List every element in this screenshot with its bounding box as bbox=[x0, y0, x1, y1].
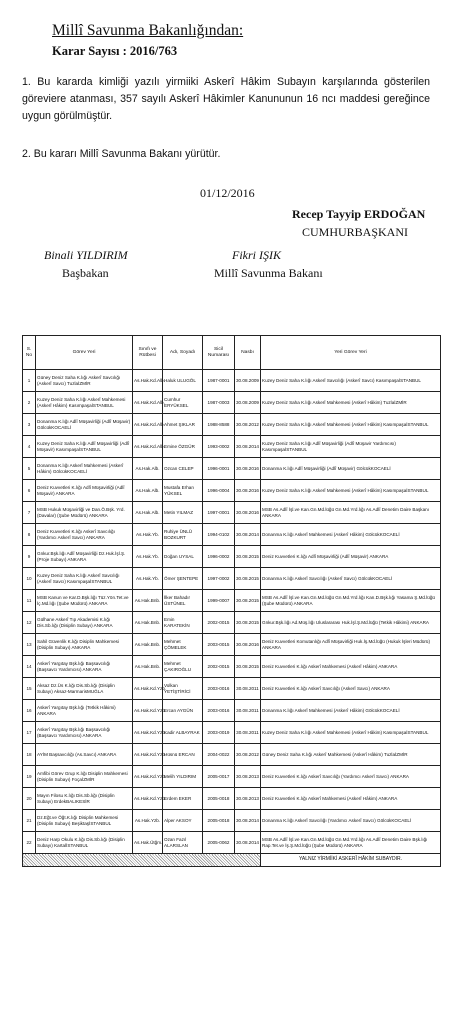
cell-rank: As.Hak.Yb. bbox=[133, 546, 163, 568]
cell-current-post: Askerî Yargıtay Bşk.lığı Başsavcılığı (Başsavcı Yardımcısı) ANKARA bbox=[36, 722, 133, 744]
cell-commission-date: 30.08.2011 bbox=[235, 722, 261, 744]
cell-current-post: Askerî Yargıtay Bşk.lığı (Tetkik Hâkimi) ANKARA bbox=[36, 700, 133, 722]
table-footer-row bbox=[23, 854, 441, 867]
cell-current-post: Dz.Eğt.ve Öğt.K.lığı Disiplin Mahkemesi (Disiplin Subayı) BeşiktaşİSTANBUL bbox=[36, 810, 133, 832]
cell-registry-number: 2003-0016 bbox=[203, 678, 235, 700]
cell-current-post: AYİM Başsavcılığı (As.Savcı) ANKARA bbox=[36, 744, 133, 766]
cell-row-number: 16 bbox=[23, 700, 36, 722]
cell-row-number: 6 bbox=[23, 480, 36, 502]
table-row bbox=[23, 414, 441, 436]
cell-new-post: MSB As.Adlî İşl.ve Kan.Gn.Md.lüğü Gn.Md.Yrd.lığı As.Adlî Denetim Daire Başkanı ANKARA bbox=[261, 502, 441, 524]
cell-new-post: Güney Deniz Saha K.lığı Askerî Mahkemesi (Askerî Hâkim) TuzlaİZMİR bbox=[261, 744, 441, 766]
appointments-table bbox=[22, 335, 441, 867]
cell-rank: As.Hak.Kd.Alb. bbox=[133, 370, 163, 392]
cell-full-name: Ercan AYGÜN bbox=[163, 700, 203, 722]
table-row bbox=[23, 788, 441, 810]
cell-full-name: Emin KARATEKİN bbox=[163, 612, 203, 634]
cell-current-post: Donanma K.lığı Adlî Müşavirliği (Adlî Müşavir) GölcükKOCAELİ bbox=[36, 414, 133, 436]
col-header-commission: Nasbı bbox=[235, 336, 261, 370]
cell-registry-number: 1996-0002 bbox=[203, 546, 235, 568]
cell-rank: As.Hak.Kd.Yzb. bbox=[133, 722, 163, 744]
cell-registry-number: 2004-0022 bbox=[203, 744, 235, 766]
col-header-new-post: Yeri Görev Yeri bbox=[261, 336, 441, 370]
cell-commission-date: 30.08.2009 bbox=[235, 370, 261, 392]
cell-full-name: Erdem EKER bbox=[163, 788, 203, 810]
table-row bbox=[23, 722, 441, 744]
cell-rank: As.Hak.Yb. bbox=[133, 524, 163, 546]
cell-row-number: 22 bbox=[23, 832, 36, 854]
cell-full-name: Emine ÖZGÜR bbox=[163, 436, 203, 458]
table-row bbox=[23, 590, 441, 612]
cell-commission-date: 30.08.2015 bbox=[235, 546, 261, 568]
cell-row-number: 1 bbox=[23, 370, 36, 392]
president-title: CUMHURBAŞKANI bbox=[302, 225, 409, 239]
cell-registry-number: 1987-0001 bbox=[203, 370, 235, 392]
cell-full-name: İlker Bahadır ÜSTÜNEL bbox=[163, 590, 203, 612]
cell-registry-number: 2005-0017 bbox=[203, 766, 235, 788]
cell-full-name: Ahmet ŞIKLAR bbox=[163, 414, 203, 436]
cell-full-name: Ozan Fazıl ALARSLAN bbox=[163, 832, 203, 854]
paragraph-1: 1. Bu kararda kimliği yazılı yirmiiki Askerî Hâkim Subayın karşılarında gösterilen göreviere atanması, 357 sayılı Askerî Hâkimler Kanununun 16 ncı maddesi gereğince uygun görülmüştür. bbox=[22, 76, 430, 122]
table-row bbox=[23, 480, 441, 502]
cell-new-post: Donanma K.lığı Askerî Mahkemesi (Askerî Hâkim) GölcükKOCAELİ bbox=[261, 524, 441, 546]
cell-row-number: 19 bbox=[23, 766, 36, 788]
struck-out-cells bbox=[23, 854, 261, 867]
cell-registry-number: 2005-0018 bbox=[203, 788, 235, 810]
cell-row-number: 21 bbox=[23, 810, 36, 832]
cell-current-post: Donanma K.lığı Askerî Mahkemesi (Askerî Hâkim) GölcükKOCAELİ bbox=[36, 458, 133, 480]
table-row bbox=[23, 678, 441, 700]
cell-registry-number: 1999-0007 bbox=[203, 590, 235, 612]
cell-new-post: MSB As.Adlî İşl.ve Kan.Gn.Md.lüğü Gn.Md.Yrd.lığı As.Adlî Denetim Daire Bşk.lığı Rap.Tet.ve İş.Ş.Md.lüğü (Şube Müdürü) ANKARA bbox=[261, 832, 441, 854]
cell-rank: As.Hak.Kd.Alb. bbox=[133, 436, 163, 458]
cell-registry-number: 2005-0062 bbox=[203, 832, 235, 854]
cell-current-post: Deniz Kuvvetleri K.lığı Adlî Müşavirliği (Adlî Müşavir) ANKARA bbox=[36, 480, 133, 502]
cell-new-post: Deniz Kuvvetleri K.lığı Askerî Savcılığı (Askerî Savcı) ANKARA bbox=[261, 678, 441, 700]
cell-rank: As.Hak.Bnb. bbox=[133, 634, 163, 656]
table-row bbox=[23, 744, 441, 766]
table-row bbox=[23, 458, 441, 480]
cell-row-number: 7 bbox=[23, 502, 36, 524]
cell-current-post: Amfibi Görev Grup K.lığı Disiplin Mahkemesi (Disiplin Subayı) FoçaİZMİR bbox=[36, 766, 133, 788]
cell-full-name: Metin YILMAZ bbox=[163, 502, 203, 524]
cell-current-post: MSB Hukuk Müşavirliği ve Dan.Ö.Bşk. Yrd. (Davalar) (Şube Müdürü) ANKARA bbox=[36, 502, 133, 524]
cell-full-name: Melih YILDIRIM bbox=[163, 766, 203, 788]
table-row bbox=[23, 436, 441, 458]
appointments-table-wrapper bbox=[22, 335, 440, 867]
cell-current-post: Sahil Güvenlik K.lığı Disiplin Mahkemesi (Disiplin Subayı) ANKARA bbox=[36, 634, 133, 656]
cell-registry-number: 2002-0015 bbox=[203, 612, 235, 634]
cell-full-name: Mehmet ÇAKIROĞLU bbox=[163, 656, 203, 678]
cell-new-post: Kuzey Deniz Saha K.lığı Askerî Mahkemesi (Askerî Hâkim) TuzlaİZMİR bbox=[261, 392, 441, 414]
col-header-registry: Sicil Numarası bbox=[203, 336, 235, 370]
cell-rank: As.Hak.Bnb. bbox=[133, 656, 163, 678]
cell-new-post: Donanma K.lığı Askerî Mahkemesi (Askerî Hâkim) GölcükKOCAELİ bbox=[261, 700, 441, 722]
cell-rank: As.Hak.Kd.Alb. bbox=[133, 392, 163, 414]
table-row bbox=[23, 634, 441, 656]
decision-number: Karar Sayısı : 2016/763 bbox=[52, 44, 178, 58]
cell-current-post: Kuzey Deniz Saha K.lığı Askerî Savcılığı (Askerî Savcı) KasımpaşaİSTANBUL bbox=[36, 568, 133, 590]
cell-new-post: Deniz Kuvvetleri K.lığı Askerî Mahkemesi (Askerî Hâkim) ANKARA bbox=[261, 788, 441, 810]
col-header-current-post: Görev Yeri bbox=[36, 336, 133, 370]
cell-registry-number: 1997-0001 bbox=[203, 502, 235, 524]
cell-full-name: Mehmet ÇÖMELEK bbox=[163, 634, 203, 656]
cell-row-number: 4 bbox=[23, 436, 36, 458]
cell-row-number: 8 bbox=[23, 524, 36, 546]
cell-new-post: MSB As.Adlî İşl.ve Kan.Gn.Md.lüğü Gn.Md.Yrd.lığı Kan.D.Bşk.lığı Yasama Ş.Md.lüğü (Şube Müdürü) ANKARA bbox=[261, 590, 441, 612]
cell-commission-date: 30.08.2012 bbox=[235, 744, 261, 766]
cell-new-post: Donanma K.lığı Askerî Savcılığı (Yardımcı Askerî Savcı) GölcükKOCAELİ bbox=[261, 810, 441, 832]
cell-rank: As.Hak.Kd.Yzb. bbox=[133, 678, 163, 700]
cell-full-name: Ozcan CELEP bbox=[163, 458, 203, 480]
cell-rank: As.Hak.Kd.Alb. bbox=[133, 414, 163, 436]
table-row bbox=[23, 810, 441, 832]
cell-new-post: Donanma K.lığı Askerî Savcılığı (Askerî Savcı) GölcükKOCAELİ bbox=[261, 568, 441, 590]
cell-full-name: Doğan UYSAL bbox=[163, 546, 203, 568]
cell-rank: As.Hak.Kd.Yzb. bbox=[133, 700, 163, 722]
cell-row-number: 12 bbox=[23, 612, 36, 634]
cell-registry-number: 1996-0004 bbox=[203, 480, 235, 502]
cell-rank: As.Hak.Bnb. bbox=[133, 590, 163, 612]
cell-row-number: 20 bbox=[23, 788, 36, 810]
cell-row-number: 3 bbox=[23, 414, 36, 436]
paragraph-2: 2. Bu kararı Millî Savunma Bakanı yürütür. bbox=[22, 148, 221, 160]
cell-registry-number: 1987-0003 bbox=[203, 392, 235, 414]
cell-full-name: Volkan YETİŞTİRİCİ bbox=[163, 678, 203, 700]
col-header-rank: Sınıfı ve Rütbesi bbox=[133, 336, 163, 370]
cell-row-number: 17 bbox=[23, 722, 36, 744]
cell-current-post: Güney Deniz Saha K.lığı Askerî Savcılığı (Askerî Savcı) TuzlaİZMİR bbox=[36, 370, 133, 392]
cell-rank: As.Hak.Kd.Yzb. bbox=[133, 788, 163, 810]
cell-full-name: Cumhur ERYÜKSEL bbox=[163, 392, 203, 414]
cell-new-post: Kuzey Deniz Saha K.lığı Adlî Müşavirliği (Adlî Müşavir Yardımcısı) KasımpaşaİSTANBUL bbox=[261, 436, 441, 458]
cell-rank: As.Hak.Kd.Yzb. bbox=[133, 744, 163, 766]
cell-rank: As.Hak.Ütğm. bbox=[133, 832, 163, 854]
cell-full-name: Alper AKSOY bbox=[163, 810, 203, 832]
cell-full-name: Mustafa Erhan YÜKSEL bbox=[163, 480, 203, 502]
cell-new-post: Gnkur.Bşk.lığı Ad.Müş.lığı Uluslararası Huk.İşl.Ş.Md.lüğü (Tetkik Hâkimi) ANKARA bbox=[261, 612, 441, 634]
cell-commission-date: 30.08.2016 bbox=[235, 502, 261, 524]
cell-new-post: Deniz Kuvvetleri K.lığı Askerî Mahkemesi (Askerî Hâkim) ANKARA bbox=[261, 656, 441, 678]
cell-rank: As.Hak.Bnb. bbox=[133, 612, 163, 634]
cell-registry-number: 1988-8588 bbox=[203, 414, 235, 436]
cell-rank: As.Hak.Kd.Yzb. bbox=[133, 766, 163, 788]
defence-minister-title: Millî Savunma Bakanı bbox=[214, 266, 323, 280]
cell-new-post: Kuzey Deniz Saha K.lığı Askerî Mahkemesi (Askerî Hâkim) KasımpaşaİSTANBUL bbox=[261, 414, 441, 436]
cell-commission-date: 30.08.2015 bbox=[235, 612, 261, 634]
prime-minister-name: Binali YILDIRIM bbox=[44, 248, 128, 262]
cell-current-post: MSB Kanun ve Kar.D.Bşk.lığı Tüz.Yön.Tet.ve İç.Md.lığı (Şube Müdürü) ANKARA bbox=[36, 590, 133, 612]
table-body bbox=[23, 370, 441, 867]
cell-commission-date: 30.08.2012 bbox=[235, 414, 261, 436]
table-row bbox=[23, 568, 441, 590]
table-row bbox=[23, 832, 441, 854]
cell-rank: As.Hak.Yb. bbox=[133, 568, 163, 590]
cell-new-post: Deniz Kuvvetleri K.lığı Adlî Müşavirliği (Adlî Müşavir) ANKARA bbox=[261, 546, 441, 568]
table-row bbox=[23, 766, 441, 788]
cell-commission-date: 30.08.2011 bbox=[235, 678, 261, 700]
table-header-row bbox=[23, 336, 441, 370]
table-row bbox=[23, 370, 441, 392]
cell-full-name: Ömer ŞENTEPE bbox=[163, 568, 203, 590]
cell-registry-number: 2003-0016 bbox=[203, 700, 235, 722]
cell-registry-number: 1996-0001 bbox=[203, 458, 235, 480]
cell-commission-date: 30.08.2009 bbox=[235, 392, 261, 414]
cell-commission-date: 30.08.2016 bbox=[235, 480, 261, 502]
cell-current-post: Gülhane Askerî Tıp Akademisi K.lığı Dis.Sb.lığı (Disiplin Subayı) ANKARA bbox=[36, 612, 133, 634]
footer-note: YALNIZ YİRMİİKİ ASKERÎ HÂKİM SUBAYDIR. bbox=[261, 854, 441, 867]
table-row bbox=[23, 502, 441, 524]
prime-minister-title: Başbakan bbox=[62, 266, 109, 280]
cell-new-post: Kuzey Deniz Saha K.lığı Askerî Savcılığı (Askerî Savcı) KasımpaşaİSTANBUL bbox=[261, 370, 441, 392]
cell-full-name: Hüsnü ERCAN bbox=[163, 744, 203, 766]
cell-commission-date: 30.08.2016 bbox=[235, 458, 261, 480]
cell-commission-date: 30.08.2011 bbox=[235, 700, 261, 722]
decree-header-title: Millî Savunma Bakanlığından: bbox=[52, 22, 244, 39]
cell-row-number: 18 bbox=[23, 744, 36, 766]
cell-rank: As.Hak.Alb. bbox=[133, 480, 163, 502]
table-row bbox=[23, 656, 441, 678]
cell-current-post: Mayın Filosu K.lığı Dis.Sb.lığı (Disiplin Subayı) ErdekBALIKESİR bbox=[36, 788, 133, 810]
col-header-no: S. No bbox=[23, 336, 36, 370]
cell-new-post: Deniz Kuvvetleri Komutanlığı Adlî Müşavirliği Huk.İş.Md.lüğü (Hukuk İşleri Müdürü) ANKARA bbox=[261, 634, 441, 656]
table-row bbox=[23, 612, 441, 634]
cell-commission-date: 30.08.2013 bbox=[235, 766, 261, 788]
cell-row-number: 15 bbox=[23, 678, 36, 700]
cell-commission-date: 30.08.2015 bbox=[235, 656, 261, 678]
cell-current-post: Deniz Kuvvetleri K.lığı Askerî Savcılığı (Yardımcı Askerî Savcı) ANKARA bbox=[36, 524, 133, 546]
cell-current-post: Gnkur.Bşk.lığı Adlî Müşavirliği Dz.Huk.İşl.Ş. (Proje Subayı) ANKARA bbox=[36, 546, 133, 568]
cell-rank: As.Hak.Yzb. bbox=[133, 810, 163, 832]
table-row bbox=[23, 700, 441, 722]
cell-full-name: Ruhiye ÜNLÜ BOZKURT bbox=[163, 524, 203, 546]
cell-row-number: 11 bbox=[23, 590, 36, 612]
cell-full-name: Kadir ALBAYRAK bbox=[163, 722, 203, 744]
president-name: Recep Tayyip ERDOĞAN bbox=[292, 207, 426, 221]
cell-row-number: 13 bbox=[23, 634, 36, 656]
cell-commission-date: 30.08.2016 bbox=[235, 634, 261, 656]
table-row bbox=[23, 546, 441, 568]
cell-commission-date: 30.08.2015 bbox=[235, 568, 261, 590]
decree-date: 01/12/2016 bbox=[200, 186, 255, 200]
cell-commission-date: 30.08.2014 bbox=[235, 832, 261, 854]
cell-registry-number: 1994-0102 bbox=[203, 524, 235, 546]
cell-registry-number: 1993-0002 bbox=[203, 436, 235, 458]
cell-row-number: 10 bbox=[23, 568, 36, 590]
cell-full-name: Haluk ULUGÖL bbox=[163, 370, 203, 392]
cell-new-post: Kuzey Deniz Saha K.lığı Askerî Mahkemesi (Askerî Hâkim) KasımpaşaİSTANBUL bbox=[261, 722, 441, 744]
cell-current-post: Deniz Harp Okulu K.lığı Dis.Sb.lığı (Disiplin Subayı) KartalİSTANBUL bbox=[36, 832, 133, 854]
table-row bbox=[23, 392, 441, 414]
cell-row-number: 14 bbox=[23, 656, 36, 678]
cell-commission-date: 30.08.2014 bbox=[235, 524, 261, 546]
cell-current-post: Kuzey Deniz Saha K.lığı Askerî Mahkemesi (Askerî Hâkim) KasımpaşaİSTANBUL bbox=[36, 392, 133, 414]
cell-commission-date: 30.08.2014 bbox=[235, 810, 261, 832]
cell-registry-number: 2005-0018 bbox=[203, 810, 235, 832]
cell-row-number: 2 bbox=[23, 392, 36, 414]
cell-rank: As.Hak.Alb. bbox=[133, 458, 163, 480]
cell-current-post: Aksaz Dz.Üs K.lığı Dis.Sb.lığı (Disiplin Subayı) Aksaz-MarmarisMUĞLA bbox=[36, 678, 133, 700]
cell-registry-number: 2003-0015 bbox=[203, 634, 235, 656]
cell-commission-date: 30.08.2013 bbox=[235, 788, 261, 810]
table-row bbox=[23, 524, 441, 546]
cell-rank: As.Hak.Alb. bbox=[133, 502, 163, 524]
cell-current-post: Askerî Yargıtay Bşk.lığı Başsavcılığı (Başsavcı Yardımcısı) ANKARA bbox=[36, 656, 133, 678]
cell-registry-number: 1997-0002 bbox=[203, 568, 235, 590]
cell-new-post: Deniz Kuvvetleri K.lığı Askerî Savcılığı (Yardımcı Askerî Savcı) ANKARA bbox=[261, 766, 441, 788]
cell-new-post: Donanma K.lığı Adlî Müşavirliği (Adlî Müşavir) GölcükKOCAELİ bbox=[261, 458, 441, 480]
cell-new-post: Kuzey Deniz Saha K.lığı Askerî Mahkemesi (Askerî Hâkim) KasımpaşaİSTANBUL bbox=[261, 480, 441, 502]
cell-row-number: 5 bbox=[23, 458, 36, 480]
cell-row-number: 9 bbox=[23, 546, 36, 568]
defence-minister-name: Fikri IŞIK bbox=[232, 248, 281, 262]
cell-current-post: Kuzey Deniz Saha K.lığı Adlî Müşavirliği (Adlî Müşavir) KasımpaşaİSTANBUL bbox=[36, 436, 133, 458]
col-header-name: Adı, Soyadı bbox=[163, 336, 203, 370]
cell-commission-date: 30.08.2014 bbox=[235, 436, 261, 458]
cell-registry-number: 2003-0019 bbox=[203, 722, 235, 744]
cell-registry-number: 2002-0015 bbox=[203, 656, 235, 678]
cell-commission-date: 30.08.2015 bbox=[235, 590, 261, 612]
